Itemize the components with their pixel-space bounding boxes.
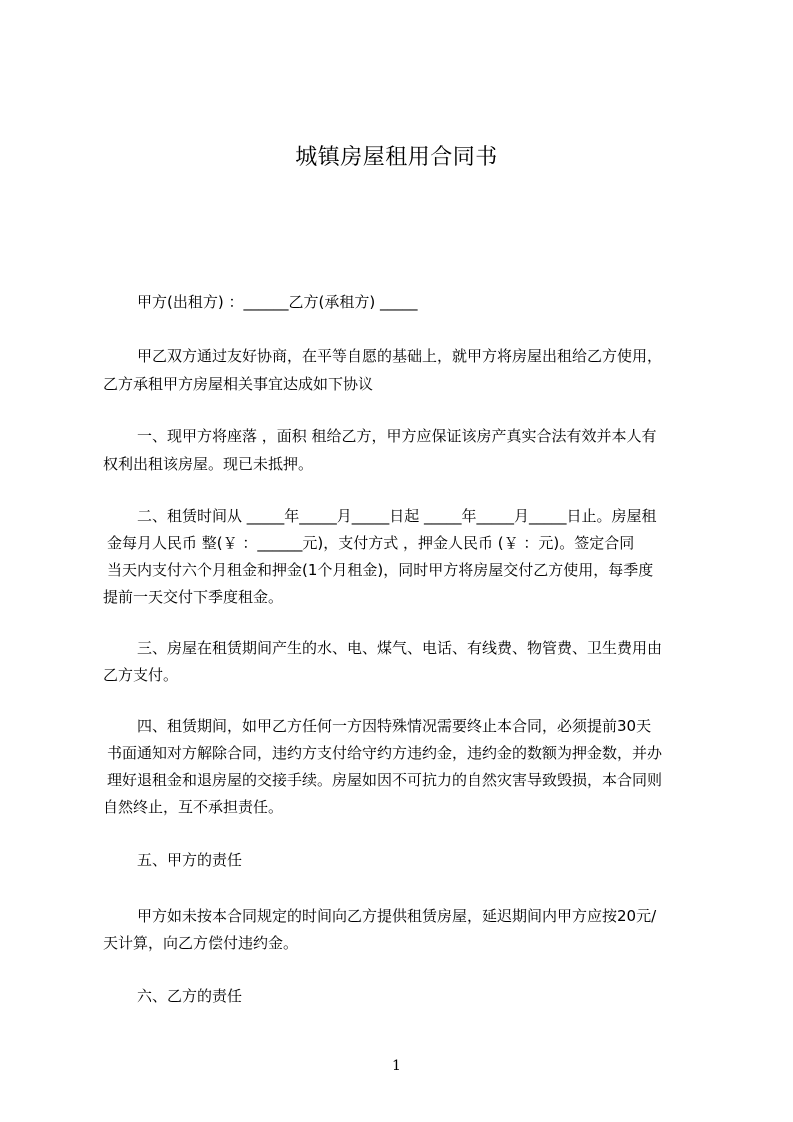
article-4-line: 四、租赁期间，如甲乙方任何一方因特殊情况需要终止本合同，必须提前30天 bbox=[137, 717, 652, 735]
document-title: 城镇房屋租用合同书 bbox=[295, 145, 498, 170]
article-6-heading: 六、乙方的责任 bbox=[137, 987, 243, 1005]
article-5-line: 天计算，向乙方偿付违约金。 bbox=[103, 934, 299, 952]
article-4-line: 书面通知对方解除合同，违约方支付给守约方违约金，违约金的数额为押金数，并办 bbox=[107, 744, 663, 762]
article-2-line: 金每月人民币 整(￥ ：______元)，支付方式 ，押金人民币 (￥ ：元)。签定合同 bbox=[107, 534, 635, 552]
article-2-line: 提前一天交付下季度租金。 bbox=[103, 588, 284, 606]
article-5-line: 甲方如未按本合同规定的时间向乙方提供租赁房屋，延迟期间内甲方应按20元/ bbox=[137, 907, 657, 925]
article-2-line: 二、租赁时间从 _____年_____月_____日起 _____年_____月_____日止。房屋租 bbox=[137, 507, 657, 525]
intro-line: 甲乙双方通过友好协商，在平等自愿的基础上，就甲方将房屋出租给乙方使用， bbox=[137, 347, 663, 365]
intro-line: 乙方承租甲方房屋相关事宜达成如下协议 bbox=[103, 375, 374, 393]
article-1-line: 一、现甲方将座落 ，面积 租给乙方，甲方应保证该房产真实合法有效并本人有 bbox=[137, 427, 657, 445]
article-1-line: 权利出租该房屋。现已未抵押。 bbox=[103, 455, 314, 473]
parties-line: 甲方(出租方) ：______乙方(承租方) _____ bbox=[137, 293, 418, 311]
article-4-line: 自然终止，互不承担责任。 bbox=[103, 798, 284, 816]
article-4-line: 理好退租金和退房屋的交接手续。房屋如因不可抗力的自然灾害导致毁损，本合同则 bbox=[107, 771, 663, 789]
page-number: 1 bbox=[392, 1058, 401, 1074]
article-5-heading: 五、甲方的责任 bbox=[137, 851, 243, 869]
article-3-line: 三、房屋在租赁期间产生的水、电、煤气、电话、有线费、物管费、卫生费用由 bbox=[137, 639, 663, 657]
article-2-line: 当天内支付六个月租金和押金(1个月租金)，同时甲方将房屋交付乙方使用，每季度 bbox=[107, 561, 654, 579]
article-3-line: 乙方支付。 bbox=[103, 666, 179, 684]
